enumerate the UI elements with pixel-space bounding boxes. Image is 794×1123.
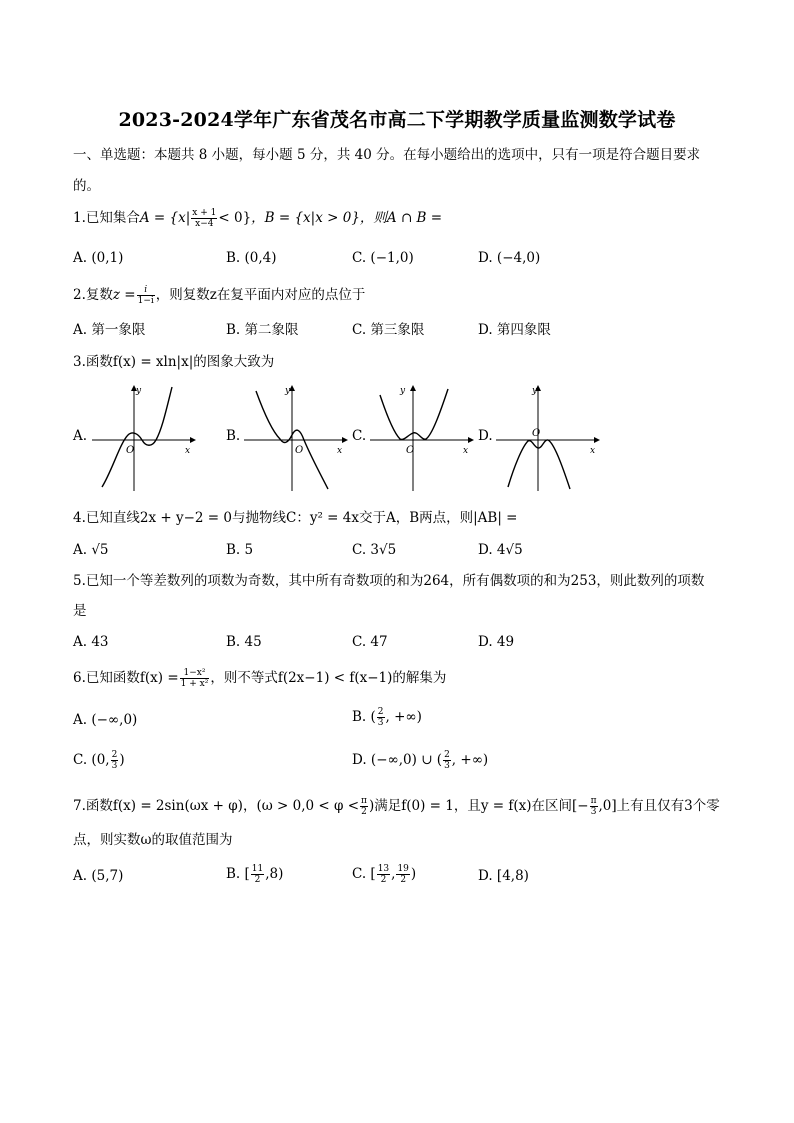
q6-option-d[interactable]: D. (−∞,0) ∪ ( $\frac{2}{3}$ , +∞)	[352, 750, 489, 771]
question-4: 4.已知直线2x + y−2 = 0与抛物线C：y² = 4x交于A，B两点，则|AB| =	[73, 510, 518, 526]
svg-text:y: y	[532, 386, 538, 396]
q2-option-b[interactable]: B. 第二象限	[226, 322, 299, 338]
question-6: 6.已知函数f(x) = $\frac{\text{1−x²}}{\text{1 + x²}}$ ，则不等式f(2x−1) < f(x−1)的解集为	[73, 668, 447, 689]
question-7: 7.函数f(x) = 2sin(ωx + φ)，(ω > 0,0 < φ < $\frac{\pi}{2}$ )满足f(0) = 1，且y = f(x)在区间[− $\frac{\pi}{3}$ ,0]上有且仅有3个零	[73, 796, 720, 817]
q7-option-b[interactable]: B. [ $\frac{11}{2}$ ,8)	[226, 864, 284, 885]
q6-option-a[interactable]: A. (−∞,0)	[73, 712, 138, 728]
q3-option-a[interactable]: A.	[73, 428, 88, 444]
q1-option-c[interactable]: C. (−1,0)	[352, 250, 414, 266]
q5-option-b[interactable]: B. 45	[226, 634, 262, 650]
question-5-cont: 是	[73, 603, 87, 619]
svg-text:x: x	[590, 446, 596, 456]
q7-option-a[interactable]: A. (5,7)	[73, 868, 124, 884]
q3-option-b[interactable]: B.	[226, 428, 241, 444]
q1-fraction: $\frac{x + 1}{x-4}$	[192, 208, 217, 229]
q1-option-d[interactable]: D. (−4,0)	[478, 250, 541, 266]
svg-text:y: y	[285, 386, 291, 396]
q7-option-d[interactable]: D. [4,8)	[478, 868, 529, 884]
section-instructions: 一、单选题：本题共 8 小题，每小题 5 分，共 40 分。在每小题给出的选项中，只有一项是符合题目要求	[73, 147, 701, 163]
q1-option-a[interactable]: A. (0,1)	[73, 250, 124, 266]
q5-option-c[interactable]: C. 47	[352, 634, 388, 650]
q2-option-d[interactable]: D. 第四象限	[478, 322, 551, 338]
question-1: 1.已知集合A = {x| $\frac{x + 1}{x-4}$ < 0}，B = {x|x > 0}，则A ∩ B =	[73, 208, 443, 229]
svg-text:x: x	[337, 446, 343, 456]
q4-option-d[interactable]: D. 4√5	[478, 542, 523, 558]
q4-option-c[interactable]: C. 3√5	[352, 542, 397, 558]
svg-text:O: O	[532, 428, 541, 439]
question-5: 5.已知一个等差数列的项数为奇数，其中所有奇数项的和为264，所有偶数项的和为253，则此数列的项数	[73, 573, 705, 589]
svg-text:x: x	[463, 446, 469, 456]
question-3: 3.函数f(x) = xln|x|的图象大致为	[73, 354, 275, 370]
q3-option-d[interactable]: D.	[478, 428, 493, 444]
question-7-cont: 点，则实数ω的取值范围为	[73, 832, 233, 848]
q3-option-c[interactable]: C.	[352, 428, 367, 444]
svg-text:O: O	[295, 445, 304, 456]
q2-option-c[interactable]: C. 第三象限	[352, 322, 425, 338]
question-2: 2.复数z = $\frac{i}{1-i}$ ，则复数z在复平面内对应的点位于	[73, 285, 366, 306]
svg-text:y: y	[400, 386, 406, 396]
q3-graph-b	[242, 383, 352, 493]
q7-option-c[interactable]: C. [ $\frac{13}{2}$ , $\frac{19}{2}$ )	[352, 864, 417, 885]
q4-option-b[interactable]: B. 5	[226, 542, 254, 558]
q1-option-b[interactable]: B. (0,4)	[226, 250, 277, 266]
q6-option-c[interactable]: C. (0, $\frac{2}{3}$ )	[73, 750, 125, 771]
q2-fraction: $\frac{i}{1-i}$	[137, 285, 154, 306]
q5-option-d[interactable]: D. 49	[478, 634, 515, 650]
svg-text:y: y	[136, 386, 142, 396]
q6-option-b[interactable]: B. ( $\frac{2}{3}$ , +∞)	[352, 707, 422, 728]
svg-text:O: O	[126, 445, 135, 456]
page-title: 2023-2024学年广东省茂名市高二下学期教学质量监测数学试卷	[118, 109, 676, 131]
q3-graph-d	[494, 383, 604, 493]
q3-graph-c	[368, 383, 478, 493]
q3-graph-a	[90, 383, 200, 493]
q4-option-a[interactable]: A. √5	[73, 542, 109, 558]
svg-text:x: x	[185, 446, 191, 456]
section-instructions-cont: 的。	[73, 178, 100, 194]
q6-fraction: $\frac{\text{1−x²}}{\text{1 + x²}}$	[180, 668, 209, 689]
q5-option-a[interactable]: A. 43	[73, 634, 109, 650]
svg-text:O: O	[406, 445, 415, 456]
q2-option-a[interactable]: A. 第一象限	[73, 322, 146, 338]
